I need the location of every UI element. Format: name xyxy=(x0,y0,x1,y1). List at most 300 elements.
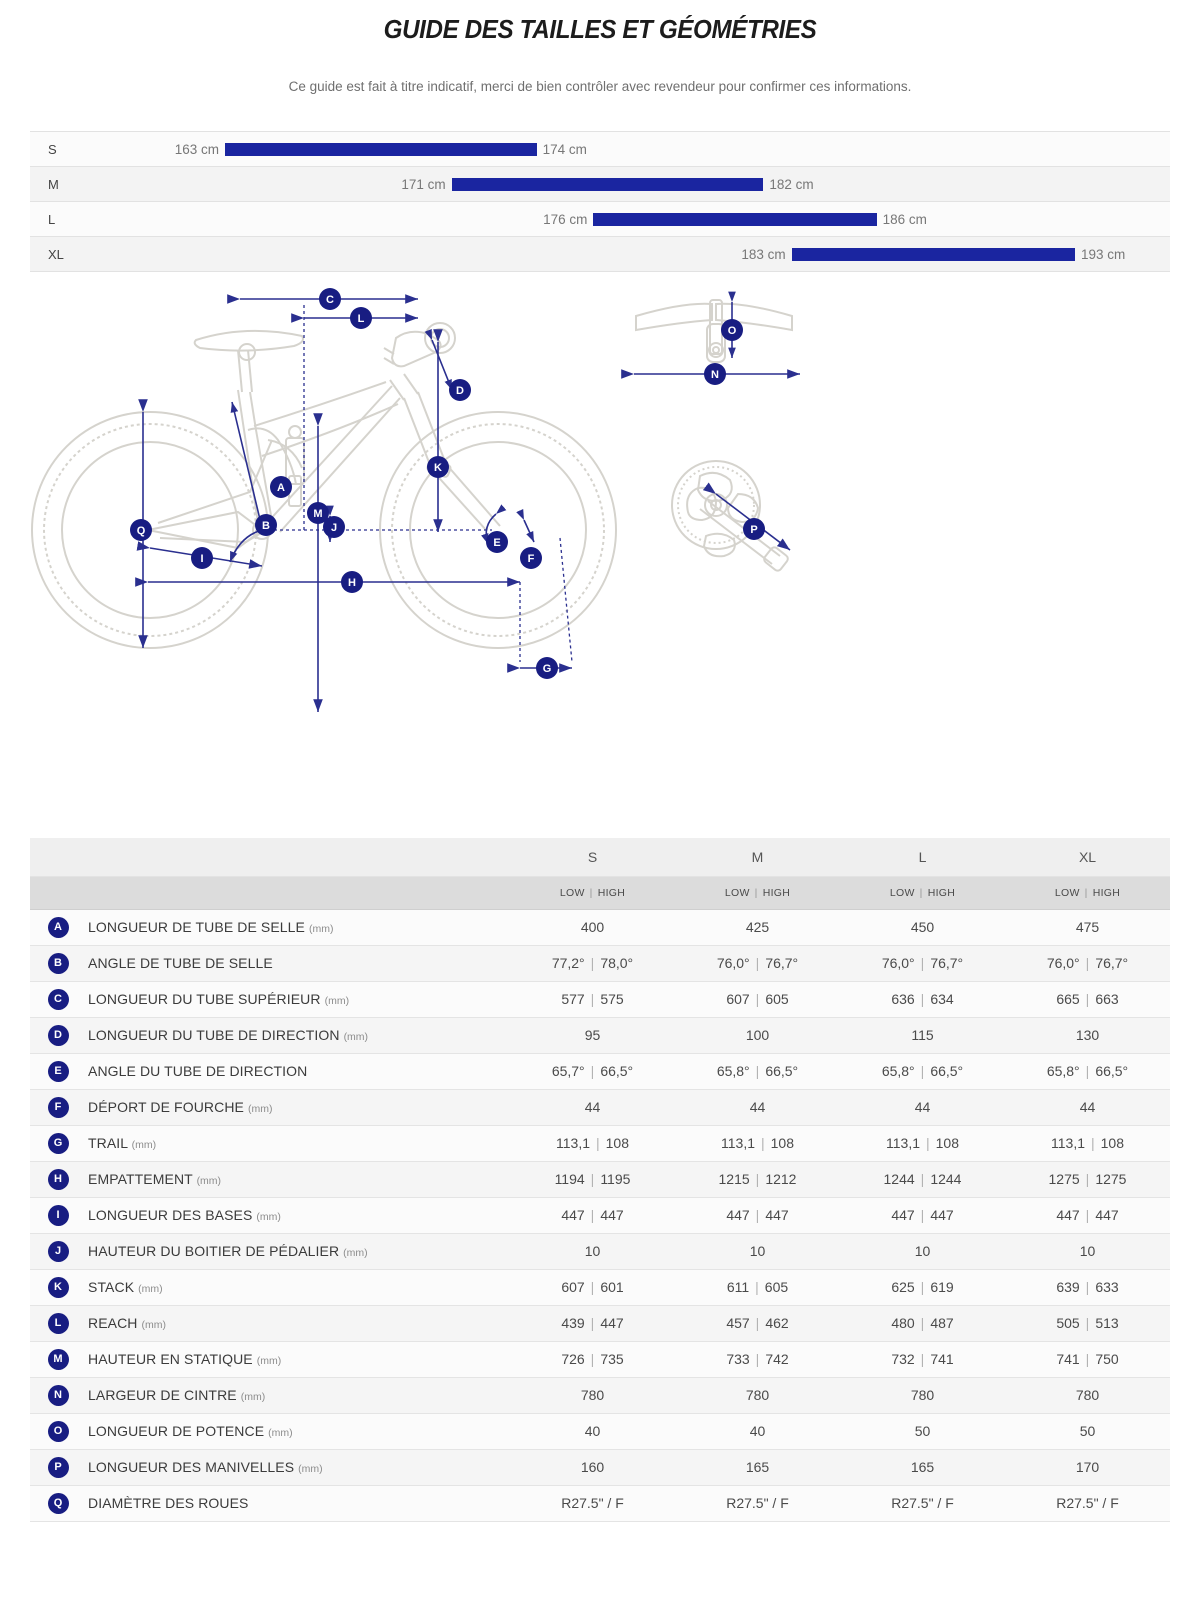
row-badge-g xyxy=(30,1125,86,1161)
row-badge-c xyxy=(30,981,86,1017)
value-high: 619 xyxy=(930,1279,954,1295)
value-high: 66,5° xyxy=(1095,1063,1129,1079)
value-cell-m xyxy=(675,1377,840,1413)
value-cell-l xyxy=(840,1269,1005,1305)
size-bar-track xyxy=(140,202,1160,236)
value-separator: | xyxy=(590,1315,595,1331)
svg-text:A: A xyxy=(277,482,285,495)
diagram-badge-i xyxy=(191,547,213,569)
value-low: 733 xyxy=(726,1351,750,1367)
value-cell-l xyxy=(840,1341,1005,1377)
row-label xyxy=(86,1269,510,1305)
row-label xyxy=(86,1341,510,1377)
svg-text:C: C xyxy=(326,294,334,307)
value-high: 76,7° xyxy=(765,955,799,971)
badge-letter: A xyxy=(48,917,69,938)
badge-letter: N xyxy=(48,1385,69,1406)
measurement-name: HAUTEUR DU BOITIER DE PÉDALIER xyxy=(88,1243,340,1259)
diagram-badge-l xyxy=(350,307,372,329)
svg-text:L: L xyxy=(357,313,365,326)
value-separator: | xyxy=(1085,1351,1090,1367)
value-cell-l xyxy=(840,1197,1005,1233)
diagram-badge-j xyxy=(323,516,345,538)
value-separator: | xyxy=(920,955,925,971)
value-low: 65,8° xyxy=(1046,1063,1080,1079)
low-label: LOW xyxy=(889,886,915,899)
size-row-m xyxy=(30,167,1170,202)
value-single: 100 xyxy=(745,1027,770,1043)
row-badge-k xyxy=(30,1269,86,1305)
row-label xyxy=(86,1449,510,1485)
value-single: 10 xyxy=(914,1243,931,1259)
value-low: 607 xyxy=(726,991,750,1007)
row-label xyxy=(86,1053,510,1089)
value-low: 1215 xyxy=(718,1171,750,1187)
size-label: S xyxy=(48,142,57,157)
value-high: 633 xyxy=(1095,1279,1119,1295)
table-row xyxy=(30,1017,1170,1053)
value-low: 505 xyxy=(1056,1315,1080,1331)
value-cell-l xyxy=(840,1305,1005,1341)
value-high: 108 xyxy=(1100,1135,1124,1151)
handlebar-top-view xyxy=(636,300,792,362)
row-label xyxy=(86,1413,510,1449)
row-label xyxy=(86,981,510,1017)
value-low: 607 xyxy=(561,1279,585,1295)
value-cell-xl xyxy=(1005,1305,1170,1341)
value-cell-s xyxy=(510,1269,675,1305)
row-badge-d xyxy=(30,1017,86,1053)
value-high: 66,5° xyxy=(930,1063,964,1079)
value-low: 447 xyxy=(891,1207,915,1223)
bike-side-view-outline xyxy=(32,323,616,648)
header-lowhigh-m xyxy=(675,876,840,909)
value-high: 447 xyxy=(930,1207,954,1223)
value-cell-m xyxy=(675,1161,840,1197)
value-separator: | xyxy=(755,955,760,971)
measurement-unit: (mm) xyxy=(343,1031,369,1043)
value-cell-s xyxy=(510,1485,675,1521)
value-cell-xl xyxy=(1005,1485,1170,1521)
value-cell-s xyxy=(510,1305,675,1341)
value-low: 611 xyxy=(726,1279,750,1295)
measurement-name: STACK xyxy=(88,1279,135,1295)
diagram-badge-e xyxy=(486,531,508,553)
value-high: 1195 xyxy=(600,1171,631,1187)
value-single: 40 xyxy=(584,1423,601,1439)
size-max-height: 174 cm xyxy=(542,142,587,157)
value-single: R27.5" / F xyxy=(726,1495,789,1511)
svg-text:B: B xyxy=(262,520,270,533)
rider-height-size-chart xyxy=(30,131,1170,272)
badge-letter: G xyxy=(48,1133,69,1154)
svg-text:D: D xyxy=(456,385,464,398)
size-range-bar xyxy=(225,143,537,156)
row-badge-f xyxy=(30,1089,86,1125)
value-cell-xl xyxy=(1005,1341,1170,1377)
measurement-unit: (mm) xyxy=(343,1247,368,1259)
header-lowhigh-s xyxy=(510,876,675,909)
svg-text:K: K xyxy=(434,462,442,475)
value-cell-s xyxy=(510,1449,675,1485)
measurement-unit: (mm) xyxy=(324,995,350,1007)
measurement-name: LONGUEUR DE POTENCE xyxy=(88,1423,265,1439)
value-separator: | xyxy=(1085,1279,1090,1295)
row-label xyxy=(86,1125,510,1161)
value-single: 780 xyxy=(580,1387,605,1403)
value-single: 50 xyxy=(914,1423,931,1439)
table-header-sizes xyxy=(30,838,1170,876)
measurement-unit: (mm) xyxy=(256,1355,282,1367)
value-low: 113,1 xyxy=(721,1135,755,1151)
svg-text:E: E xyxy=(493,537,501,550)
size-label: M xyxy=(48,177,59,192)
value-single: 115 xyxy=(911,1027,934,1043)
value-low: 65,8° xyxy=(716,1063,750,1079)
value-low: 113,1 xyxy=(1051,1135,1085,1151)
measurement-name: LONGUEUR DU TUBE DE DIRECTION xyxy=(88,1027,340,1043)
value-single: 50 xyxy=(1079,1423,1096,1439)
measurement-unit: (mm) xyxy=(268,1427,293,1439)
measurement-unit: (mm) xyxy=(298,1463,323,1475)
badge-letter: H xyxy=(48,1169,69,1190)
diagram-badge-f xyxy=(520,547,542,569)
measurement-unit: (mm) xyxy=(240,1391,266,1403)
badge-letter: I xyxy=(48,1205,69,1226)
diagram-badge-k xyxy=(427,456,449,478)
value-separator: | xyxy=(1085,1315,1090,1331)
table-row xyxy=(30,909,1170,945)
badge-letter: L xyxy=(48,1313,69,1334)
size-bar-track xyxy=(140,167,1160,201)
page-title: GUIDE DES TAILLES ET GÉOMÉTRIES xyxy=(383,14,817,44)
lowhigh-spacer-badge xyxy=(30,876,86,909)
svg-text:P: P xyxy=(750,524,758,537)
value-high: 741 xyxy=(930,1351,954,1367)
value-cell-m xyxy=(675,1485,840,1521)
value-low: 77,2° xyxy=(551,955,585,971)
low-label: LOW xyxy=(1054,886,1080,899)
value-single: 400 xyxy=(580,919,605,935)
value-high: 108 xyxy=(605,1135,629,1151)
row-label xyxy=(86,909,510,945)
value-single: 780 xyxy=(910,1387,935,1403)
value-high: 66,5° xyxy=(600,1063,634,1079)
value-cell-s xyxy=(510,945,675,981)
value-cell-m xyxy=(675,1305,840,1341)
size-row-s xyxy=(30,132,1170,167)
value-cell-s xyxy=(510,909,675,945)
value-cell-xl xyxy=(1005,1161,1170,1197)
row-label xyxy=(86,1017,510,1053)
value-low: 76,0° xyxy=(1046,955,1080,971)
row-badge-j xyxy=(30,1233,86,1269)
value-cell-s xyxy=(510,1089,675,1125)
value-single: 10 xyxy=(584,1243,601,1259)
high-label: HIGH xyxy=(762,886,791,899)
value-single: 44 xyxy=(914,1099,931,1115)
table-row xyxy=(30,1089,1170,1125)
value-cell-m xyxy=(675,1233,840,1269)
value-cell-l xyxy=(840,1485,1005,1521)
svg-text:G: G xyxy=(542,663,552,676)
value-cell-s xyxy=(510,1053,675,1089)
value-high: 605 xyxy=(764,1279,789,1295)
measurement-name: LONGUEUR DE TUBE DE SELLE xyxy=(88,919,305,935)
value-separator: | xyxy=(1091,1135,1095,1151)
value-high: 601 xyxy=(600,1279,624,1295)
value-cell-m xyxy=(675,1125,840,1161)
size-max-height: 186 cm xyxy=(882,212,927,227)
value-separator: | xyxy=(920,1351,925,1367)
value-low: 65,8° xyxy=(881,1063,915,1079)
value-cell-m xyxy=(675,909,840,945)
value-separator: | xyxy=(1085,991,1090,1007)
value-low: 1275 xyxy=(1048,1171,1080,1187)
header-lowhigh-l xyxy=(840,876,1005,909)
value-high: 108 xyxy=(770,1135,794,1151)
value-low: 639 xyxy=(1056,1279,1080,1295)
measurement-name: DIAMÈTRE DES ROUES xyxy=(88,1495,249,1511)
size-min-height: 163 cm xyxy=(174,142,219,157)
value-cell-l xyxy=(840,1449,1005,1485)
svg-text:H: H xyxy=(348,577,356,590)
value-cell-m xyxy=(675,1197,840,1233)
value-single: 780 xyxy=(1075,1387,1100,1403)
badge-letter: M xyxy=(48,1349,69,1370)
size-range-bar xyxy=(452,178,764,191)
badge-letter: F xyxy=(48,1097,69,1118)
value-cell-l xyxy=(840,1233,1005,1269)
geometry-specification-table xyxy=(30,838,1170,1522)
value-separator: | xyxy=(755,1315,760,1331)
value-cell-s xyxy=(510,1161,675,1197)
size-max-height: 182 cm xyxy=(769,177,814,192)
value-cell-m xyxy=(675,981,840,1017)
value-high: 78,0° xyxy=(600,955,634,971)
measurement-name: REACH xyxy=(88,1315,138,1331)
table-row xyxy=(30,1305,1170,1341)
value-cell-xl xyxy=(1005,1269,1170,1305)
header-size-m: M xyxy=(675,838,840,876)
size-max-height: 193 cm xyxy=(1081,247,1126,262)
value-single: 40 xyxy=(749,1423,766,1439)
svg-text:M: M xyxy=(313,508,323,521)
value-low: 457 xyxy=(726,1315,750,1331)
value-cell-m xyxy=(675,1449,840,1485)
crankset-view xyxy=(672,461,789,572)
value-low: 1194 xyxy=(554,1171,585,1187)
measurement-name: LONGUEUR DU TUBE SUPÉRIEUR xyxy=(88,991,321,1007)
value-low: 439 xyxy=(561,1315,585,1331)
value-separator: | xyxy=(590,1279,595,1295)
value-single: 780 xyxy=(745,1387,770,1403)
badge-letter: P xyxy=(48,1457,69,1478)
row-badge-q xyxy=(30,1485,86,1521)
row-badge-a xyxy=(30,909,86,945)
value-high: 447 xyxy=(765,1207,789,1223)
table-row xyxy=(30,1449,1170,1485)
value-single: 450 xyxy=(910,919,935,935)
value-low: 113,1 xyxy=(886,1135,920,1151)
value-cell-s xyxy=(510,1233,675,1269)
value-separator: | xyxy=(755,1171,760,1187)
measurement-name: LONGUEUR DES BASES xyxy=(88,1207,253,1223)
row-label xyxy=(86,1305,510,1341)
value-cell-xl xyxy=(1005,981,1170,1017)
badge-letter: O xyxy=(48,1421,69,1442)
measurement-unit: (mm) xyxy=(131,1139,157,1151)
header-size-s: S xyxy=(510,838,675,876)
size-range-bar xyxy=(593,213,876,226)
measurement-name: ANGLE DU TUBE DE DIRECTION xyxy=(88,1063,308,1079)
value-single: 160 xyxy=(580,1459,605,1475)
value-low: 636 xyxy=(891,991,915,1007)
value-high: 447 xyxy=(1095,1207,1119,1223)
svg-text:F: F xyxy=(527,553,535,566)
badge-letter: J xyxy=(48,1241,69,1262)
measurement-name: LONGUEUR DES MANIVELLES xyxy=(88,1459,295,1475)
value-separator: | xyxy=(596,1135,600,1151)
table-row xyxy=(30,1485,1170,1521)
value-low: 447 xyxy=(561,1207,585,1223)
badge-letter: B xyxy=(48,953,69,974)
value-single: 44 xyxy=(1079,1099,1096,1115)
row-badge-b xyxy=(30,945,86,981)
value-cell-xl xyxy=(1005,1197,1170,1233)
table-row xyxy=(30,1125,1170,1161)
diagram-badge-b xyxy=(255,514,277,536)
value-high: 742 xyxy=(765,1351,789,1367)
row-badge-l xyxy=(30,1305,86,1341)
value-low: 665 xyxy=(1056,991,1080,1007)
table-header-low-high xyxy=(30,876,1170,909)
low-label: LOW xyxy=(724,886,750,899)
size-label: L xyxy=(48,212,56,227)
value-separator: | xyxy=(926,1135,930,1151)
measurement-name: HAUTEUR EN STATIQUE xyxy=(88,1351,253,1367)
value-single: 10 xyxy=(749,1243,766,1259)
value-high: 66,5° xyxy=(765,1063,799,1079)
value-cell-m xyxy=(675,1089,840,1125)
value-cell-l xyxy=(840,1017,1005,1053)
value-single: 10 xyxy=(1079,1243,1096,1259)
badge-letter: Q xyxy=(48,1493,69,1514)
header-spacer-badge xyxy=(30,838,86,876)
value-separator: | xyxy=(920,991,925,1007)
size-label: XL xyxy=(48,247,64,262)
value-high: 605 xyxy=(765,991,789,1007)
value-high: 1275 xyxy=(1095,1171,1127,1187)
lowhigh-separator: | xyxy=(919,886,923,899)
value-separator: | xyxy=(755,1207,760,1223)
svg-text:J: J xyxy=(330,522,338,535)
measurement-unit: (mm) xyxy=(308,923,334,935)
value-separator: | xyxy=(590,1207,595,1223)
value-cell-l xyxy=(840,945,1005,981)
value-single: 130 xyxy=(1075,1027,1100,1043)
value-single: 165 xyxy=(745,1459,770,1475)
value-separator: | xyxy=(590,955,595,971)
measurement-name: EMPATTEMENT xyxy=(88,1171,193,1187)
lowhigh-separator: | xyxy=(589,886,593,899)
value-separator: | xyxy=(755,1063,760,1079)
header-lowhigh-xl xyxy=(1005,876,1170,909)
value-low: 447 xyxy=(726,1207,750,1223)
row-badge-o xyxy=(30,1413,86,1449)
row-badge-i xyxy=(30,1197,86,1233)
value-high: 575 xyxy=(600,991,624,1007)
value-single: 165 xyxy=(910,1459,935,1475)
value-separator: | xyxy=(755,1279,759,1295)
value-separator: | xyxy=(755,1351,760,1367)
value-high: 1244 xyxy=(930,1171,962,1187)
value-single: 425 xyxy=(745,919,770,935)
size-min-height: 176 cm xyxy=(543,212,588,227)
value-low: 625 xyxy=(891,1279,915,1295)
value-separator: | xyxy=(1085,1171,1090,1187)
value-cell-s xyxy=(510,1341,675,1377)
row-label xyxy=(86,1233,510,1269)
value-high: 487 xyxy=(930,1315,954,1331)
value-cell-l xyxy=(840,1161,1005,1197)
value-single: R27.5" / F xyxy=(891,1495,954,1511)
value-cell-s xyxy=(510,1017,675,1053)
diagram-badge-c xyxy=(319,288,341,310)
value-cell-l xyxy=(840,1377,1005,1413)
value-low: 65,7° xyxy=(551,1063,585,1079)
high-label: HIGH xyxy=(927,886,956,899)
value-separator: | xyxy=(920,1315,925,1331)
value-high: 108 xyxy=(935,1135,959,1151)
value-high: 513 xyxy=(1095,1315,1119,1331)
size-bar-track xyxy=(140,237,1160,271)
value-high: 76,7° xyxy=(1095,955,1129,971)
size-min-height: 183 cm xyxy=(741,247,786,262)
value-separator: | xyxy=(590,991,595,1007)
value-cell-m xyxy=(675,1341,840,1377)
bike-geometry-diagram xyxy=(0,280,1200,820)
value-cell-xl xyxy=(1005,945,1170,981)
value-cell-m xyxy=(675,1413,840,1449)
value-cell-l xyxy=(840,1053,1005,1089)
value-cell-l xyxy=(840,1125,1005,1161)
value-cell-xl xyxy=(1005,1449,1170,1485)
value-cell-s xyxy=(510,1413,675,1449)
row-badge-e xyxy=(30,1053,86,1089)
row-label xyxy=(86,1089,510,1125)
value-separator: | xyxy=(761,1135,765,1151)
row-badge-p xyxy=(30,1449,86,1485)
badge-letter: C xyxy=(48,989,69,1010)
value-single: 44 xyxy=(584,1099,601,1115)
diagram-badge-g xyxy=(536,657,558,679)
lowhigh-separator: | xyxy=(754,886,758,899)
value-cell-s xyxy=(510,1125,675,1161)
value-cell-xl xyxy=(1005,909,1170,945)
value-cell-m xyxy=(675,945,840,981)
value-cell-l xyxy=(840,1089,1005,1125)
value-high: 735 xyxy=(600,1351,624,1367)
table-row xyxy=(30,1197,1170,1233)
badge-letter: D xyxy=(48,1025,69,1046)
svg-text:I: I xyxy=(200,553,204,566)
diagram-badge-o xyxy=(721,319,743,341)
measurement-unit: (mm) xyxy=(141,1319,167,1331)
value-separator: | xyxy=(920,1279,925,1295)
table-row xyxy=(30,1413,1170,1449)
size-row-l xyxy=(30,202,1170,237)
